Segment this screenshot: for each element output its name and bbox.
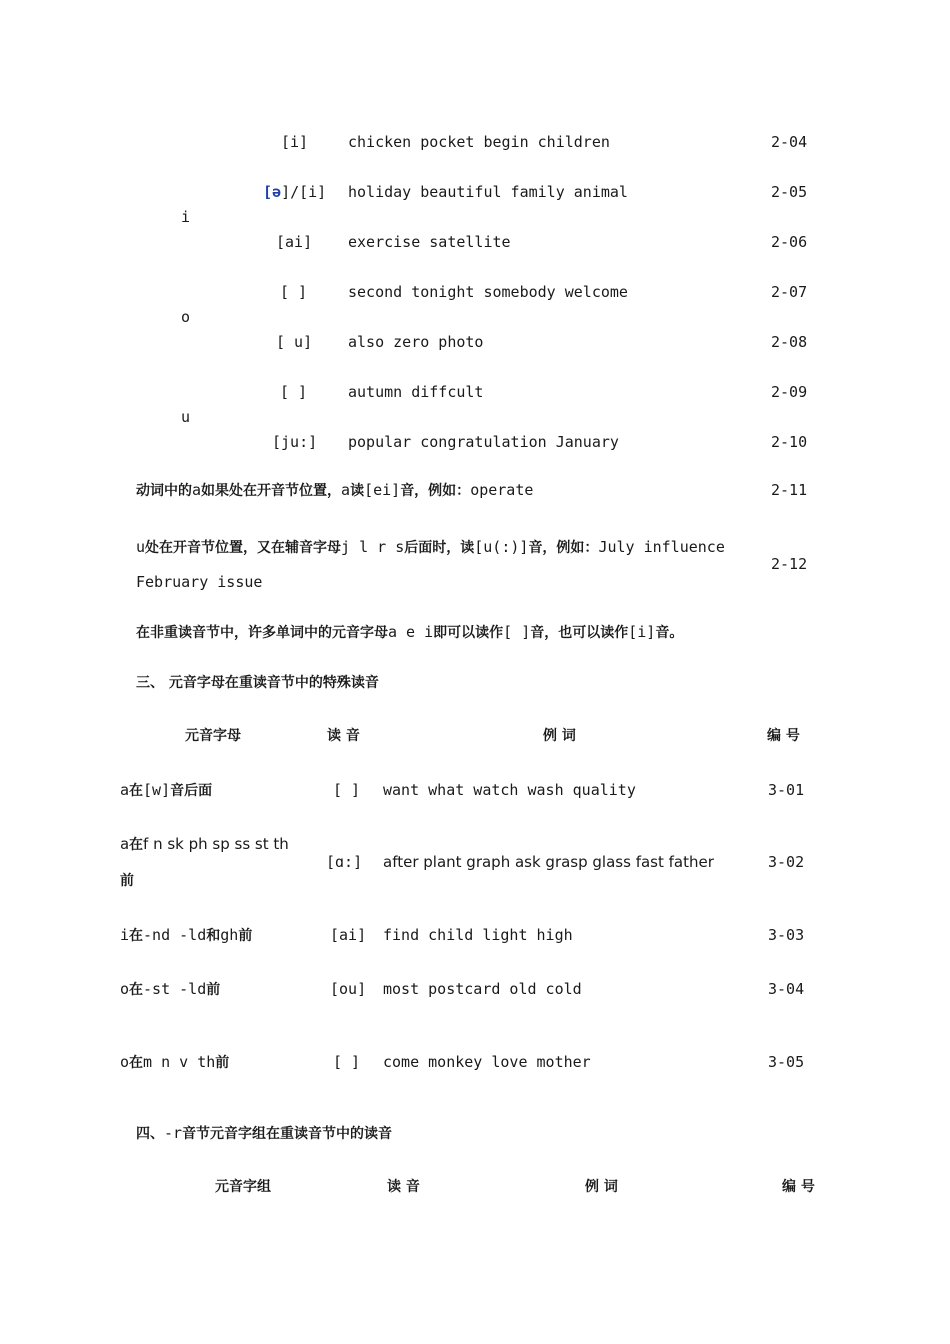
rule-text: 处在开音节位置，又在辅音字母	[145, 540, 342, 556]
condition-text: 前	[120, 873, 134, 889]
condition-text: 和	[206, 928, 221, 944]
example-words: second tonight somebody welcome	[348, 283, 628, 301]
rule-text: 音，例如：	[528, 540, 599, 556]
phonetic-schwa: [ə	[263, 183, 282, 201]
example-words: find child light high	[383, 926, 573, 944]
phonetic: [ju:]	[272, 433, 318, 451]
letter: a	[120, 781, 130, 799]
rule-text: 读	[350, 483, 365, 499]
code: 2-06	[771, 233, 808, 251]
header-letter: 元音字组	[215, 1179, 271, 1195]
rule-phonetic: [ei]	[364, 481, 401, 499]
header-code: 编 号	[767, 728, 800, 744]
phonetic: [ɑ:]	[326, 853, 363, 871]
example-words: most postcard old cold	[383, 980, 582, 998]
phonetic: [ou]	[330, 980, 367, 998]
example-words: also zero photo	[348, 333, 484, 351]
heading-text: 音节元音字组在重读音节中的读音	[182, 1126, 393, 1142]
header-code: 编 号	[782, 1179, 815, 1195]
rule-text: 在非重读音节中，许多单词中的元音字母	[136, 625, 388, 641]
condition-text: 前	[215, 1055, 230, 1071]
heading-suffix: -r	[164, 1124, 183, 1142]
rule-phonetic: [ ]	[503, 623, 531, 641]
code: 2-09	[771, 383, 808, 401]
vowel-letter-u: u	[181, 408, 191, 426]
code: 2-04	[771, 133, 808, 151]
rule-text: 动词中的	[136, 483, 192, 499]
phonetic: [ ]	[333, 1053, 361, 1071]
example-words: after plant graph ask grasp glass fast father	[383, 853, 714, 871]
condition-text: 在	[129, 982, 144, 998]
code: 2-08	[771, 333, 808, 351]
example-words: come monkey love mother	[383, 1053, 591, 1071]
rule-2-11	[136, 481, 533, 500]
example-words: want what watch wash quality	[383, 781, 636, 799]
code: 2-05	[771, 183, 808, 201]
rule-text: 后面时，读	[404, 540, 475, 556]
vowel-letter-o: o	[181, 308, 191, 326]
header-sound: 读 音	[387, 1179, 420, 1195]
phonetic	[263, 183, 326, 201]
phonetic: [ai]	[330, 926, 367, 944]
letter: a	[120, 835, 130, 853]
rule-text: 音。	[655, 625, 684, 641]
section-3-heading: 三、 元音字母在重读音节中的特殊读音	[136, 675, 379, 691]
letter: o	[120, 1053, 130, 1071]
letter: i	[120, 926, 130, 944]
condition-text: 前	[206, 982, 221, 998]
condition-letters: gh	[220, 926, 239, 944]
letter-condition	[120, 1053, 229, 1072]
condition-text: 在	[129, 837, 144, 853]
phonetic: [ ]	[280, 383, 308, 401]
phonetic: [i]	[281, 133, 309, 151]
rule-2-12-line2: February issue	[136, 573, 263, 591]
rule-letter: a	[192, 481, 202, 499]
condition-letters: [w]	[143, 781, 171, 799]
code: 3-05	[768, 1053, 805, 1071]
letter-condition	[120, 980, 220, 999]
rule-text: 如果处在开音节位置，	[201, 483, 342, 499]
code: 3-03	[768, 926, 805, 944]
rule-2-12	[136, 538, 725, 557]
phonetic: [ ]	[333, 781, 361, 799]
condition-letters: m n v th	[143, 1053, 216, 1071]
rule-text: 音，也可以读作	[530, 625, 629, 641]
code: 2-10	[771, 433, 808, 451]
rule-phonetic: [u(:)]	[474, 538, 529, 556]
rule-unstressed	[136, 623, 683, 642]
condition-text: 在	[129, 783, 144, 799]
condition-letters: -st -ld	[143, 980, 207, 998]
condition-letters: -nd -ld	[143, 926, 207, 944]
code: 3-04	[768, 980, 805, 998]
header-examples: 例 词	[543, 728, 576, 744]
rule-example: July influence	[598, 538, 725, 556]
condition-text: 在	[129, 928, 144, 944]
header-sound: 读 音	[327, 728, 360, 744]
header-examples: 例 词	[585, 1179, 618, 1195]
condition-text: 音后面	[170, 783, 213, 799]
letter-condition	[120, 835, 289, 854]
letter-condition	[120, 926, 252, 945]
example-words: popular congratulation January	[348, 433, 619, 451]
letter: o	[120, 980, 130, 998]
example-words: exercise satellite	[348, 233, 511, 251]
code: 3-01	[768, 781, 805, 799]
section-4-heading	[136, 1124, 392, 1143]
code: 3-02	[768, 853, 805, 871]
header-letter: 元音字母	[185, 728, 241, 744]
phonetic: [ ]	[280, 283, 308, 301]
condition-text: 前	[238, 928, 253, 944]
example-words: chicken pocket begin children	[348, 133, 610, 151]
code: 2-11	[771, 481, 808, 499]
phonetic: [ u]	[276, 333, 313, 351]
rule-text: 音，例如：	[400, 483, 471, 499]
condition-letters: f n sk ph sp ss st th	[143, 835, 289, 853]
heading-number: 四、	[136, 1126, 164, 1142]
example-words: holiday beautiful family animal	[348, 183, 628, 201]
letter-condition	[120, 781, 212, 800]
rule-letters: a e i	[388, 623, 434, 641]
rule-letters: j l r s	[341, 538, 405, 556]
phonetic-rest: ]/[i]	[281, 183, 327, 201]
rule-phonetic: [i]	[628, 623, 656, 641]
rule-example: operate	[470, 481, 534, 499]
rule-letter: a	[341, 481, 351, 499]
rule-text: 即可以读作	[433, 625, 504, 641]
example-words: autumn diffcult	[348, 383, 484, 401]
condition-text: 在	[129, 1055, 144, 1071]
rule-letter: u	[136, 538, 146, 556]
phonetic: [ai]	[276, 233, 313, 251]
code: 2-12	[771, 555, 808, 573]
vowel-letter-i: i	[181, 208, 191, 226]
code: 2-07	[771, 283, 808, 301]
